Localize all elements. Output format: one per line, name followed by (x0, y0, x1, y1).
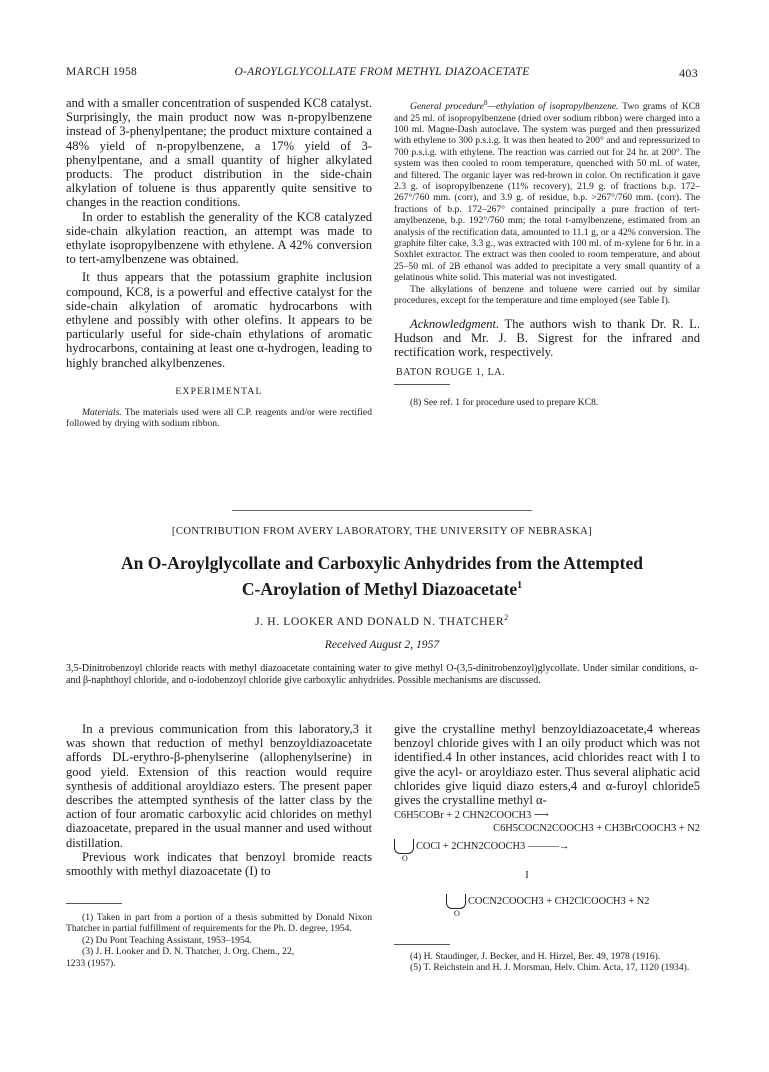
equation-products: COCN2COOCH3 + CH2ClCOOCH3 + N2 (468, 896, 650, 908)
footnote: (1) Taken in part from a portion of a thesis submitted by Donald Nixon Thatcher in partial fulfillment of requirements for the Ph. D. degree, 1954. (66, 912, 372, 935)
footnote-rule (394, 944, 450, 945)
ack-text: The authors wish to thank Dr. R. L. Hudson and Mr. J. B. Sigrest for the infrared and rectification work, respectively. (394, 316, 700, 359)
paragraph: and with a smaller concentration of suspended KC8 catalyst. Surprisingly, the main product now was n-propylbenzene instead of 3-phenylpentane; the product mixture contained a 48% yield of n-propylbenzene, a 17% yield of 3-phenylpentane, and a small quantity of higher alkylated products. The product distribution in the side-chain alkylation of toluene is thus apparently quite sensitive to changes in the reaction conditions. (66, 96, 372, 210)
paragraph: In order to establish the generality of the KC8 catalyzed side-chain alkylation reaction, an attempt was made to ethylate isopropylbenzene with ethylene. A 42% conversion to tert-amylbenzene was obtained. (66, 209, 372, 267)
title-line-2: C-Aroylation of Methyl Diazoacetate (241, 578, 518, 599)
paragraph: It thus appears that the potassium graphite inclusion compound, KC8, is a powerful and effective catalyst for the side-chain alkylation of aromatic hydrocarbons with ethylene and possibly with other olefins. It appears to be particularly useful for side-chain ethylations of aromatic hydrocarbons, containing at least one α-hydrogen, leading to highly branched alkylbenzenes. (66, 270, 372, 370)
article-divider (232, 510, 532, 511)
paragraph: Previous work indicates that benzoyl bromide reacts smoothly with methyl diazoacetate (I) to (66, 849, 372, 879)
gp-label2: —ethylation of isopropylbenzene. (487, 101, 619, 113)
right-column-top (394, 98, 700, 409)
abstract: 3,5-Dinitrobenzoyl chloride reacts with methyl diazoacetate containing water to give methyl O-(3,5-dinitrobenzoyl)glycollate. Under similar conditions, α- and β-naphthoyl chloride, and o-iodobenzoyl chloride give carboxylic anhydrides. Possible mechanisms are discussed. (66, 663, 698, 686)
right-column-bottom (394, 722, 700, 920)
header-date: MARCH 1958 (66, 66, 138, 78)
section-heading: EXPERIMENTAL (175, 385, 263, 397)
article-title (66, 553, 698, 600)
acknowledgment (394, 317, 700, 360)
authors (66, 613, 698, 628)
footnote: 1233 (1957). (66, 957, 116, 969)
equation-products: C6H5COCN2COOCH3 + CH3BrCOOCH3 + N2 (493, 823, 700, 835)
equation-reactants: COCl + 2CHN2COOCH3 ———→ (416, 841, 570, 853)
footnote: (2) Du Pont Teaching Assistant, 1953–1954. (82, 934, 252, 946)
page-number: 403 (679, 66, 698, 80)
reaction-equation-3 (394, 894, 700, 920)
footnote-rule (66, 903, 122, 904)
ring-oxygen: O (454, 909, 460, 919)
materials-text: The materials used were all C.P. reagents and/or were rectified followed by drying with sodium ribbon. (66, 406, 372, 430)
received-date: Received August 2, 1957 (324, 638, 440, 651)
reaction-equation-1 (394, 809, 700, 835)
header-title: O-AROYLGLYCOLLATE FROM METHYL DIAZOACETATE (234, 66, 530, 78)
footnote: (3) J. H. Looker and D. N. Thatcher, J. Org. Chem., 22, (82, 946, 295, 958)
footnote: (4) H. Staudinger, J. Becker, and H. Hirzel, Ber. 49, 1978 (1916). (410, 951, 661, 962)
right-footnotes (394, 944, 700, 974)
running-header (66, 66, 698, 82)
ring-oxygen: O (402, 854, 408, 864)
paragraph: give the crystalline methyl benzoyldiazoacetate,4 whereas benzoyl chloride gives with I an oily product which was not identified.4 In other instances, acid chlorides react with I to give the acyl- or aroyldiazo ester. Thus several aliphatic acid chlorides give liquid diazo esters,4 and α-furoyl chloride5 gives the crystalline methyl α- (394, 722, 700, 808)
location: BATON ROUGE 1, LA. (396, 367, 506, 379)
general-procedure (394, 98, 700, 284)
gp-label: General procedure (410, 101, 484, 113)
left-footnotes (66, 903, 372, 969)
authors-sup: 2 (504, 613, 509, 622)
footnote: (5) T. Reichstein and H. J. Morsman, Helv. Chim. Acta, 17, 1120 (1934). (410, 962, 690, 974)
gp-text: Two grams of KC8 and 25 ml. of isopropylbenzene (dried over sodium ribbon) were charged into a 100 ml. Magne-Dash autoclave. The system was purged and then pressurized with ethylene to 300 p.s.i.g. It was then heated to 200° and and repressurized to 700 p.s.i.g. with ethylene. The reaction was carried out for 24 hr. at 200°. The system was then cooled to room temperature, quenched with 50 ml. of water, and filtered. The organic layer was red-brown in color. On rectification it gave 2.3 g. of isopropylbenzene (11% recovery), 21.9 g. of fractions b.p. 172–267°/760 mm. (corr), and 3.9 g. of residue, b.p. >267°/760 mm. (corr). The fractions of b.p. 172–267° contained principally a pure fraction of tert-amylbenzene, b.p. 192°/760 mm; the total t-amylbenzene, estimated from an analysis of the rectification data, amounted to 11.1 g, or a 42% conversion. The graphite filter cake, 3.3 g., was extracted with 100 ml. of m-xylene for 6 hr. in a Soxhlet extractor. The extract was then cooled to room temperature, and about 25–50 ml. of 2B ethanol was added to precipitate a very small quantity of a gelatinous white solid. This material was not investigated. (394, 101, 700, 284)
authors-text: J. H. LOOKER AND DONALD N. THATCHER (255, 614, 505, 628)
footnote-rule (394, 384, 450, 385)
title-sup: 1 (517, 579, 523, 591)
gp-sup: 8 (483, 99, 488, 107)
reaction-equation-2 (394, 839, 700, 882)
paragraph: The alkylations of benzene and toluene were carried out by similar procedures, except for the temperature and time employed (see Table I). (394, 283, 700, 307)
compound-label: I (525, 870, 529, 882)
paragraph: In a previous communication from this laboratory,3 it was shown that reduction of methyl benzoyldiazoacetate affords DL-erythro-β-phenylserine (allophenylserine) in good yield. Extension of this reaction would require synthesis of additional aroyldiazo esters. The present paper describes the attempted synthesis of the latter class by the action of four aromatic carboxylic acid chlorides on methyl diazoacetate, prepared in the usual manner and used without distillation. (66, 722, 372, 850)
materials-label: Materials. (82, 406, 122, 418)
footnote: (8) See ref. 1 for procedure used to prepare KC8. (410, 397, 599, 409)
left-column-bottom (66, 722, 372, 878)
left-column-top (66, 96, 372, 430)
ack-label: Acknowledgment. (410, 316, 500, 331)
equation-reactants: C6H5COBr + 2 CHN2COOCH3 ⟶ (394, 810, 549, 822)
contribution-line: [CONTRIBUTION FROM AVERY LABORATORY, THE UNIVERSITY OF NEBRASKA] (171, 526, 593, 537)
title-line-1: An O-Aroylglycollate and Carboxylic Anhydrides from the Attempted (121, 553, 643, 573)
materials-paragraph (66, 407, 372, 430)
